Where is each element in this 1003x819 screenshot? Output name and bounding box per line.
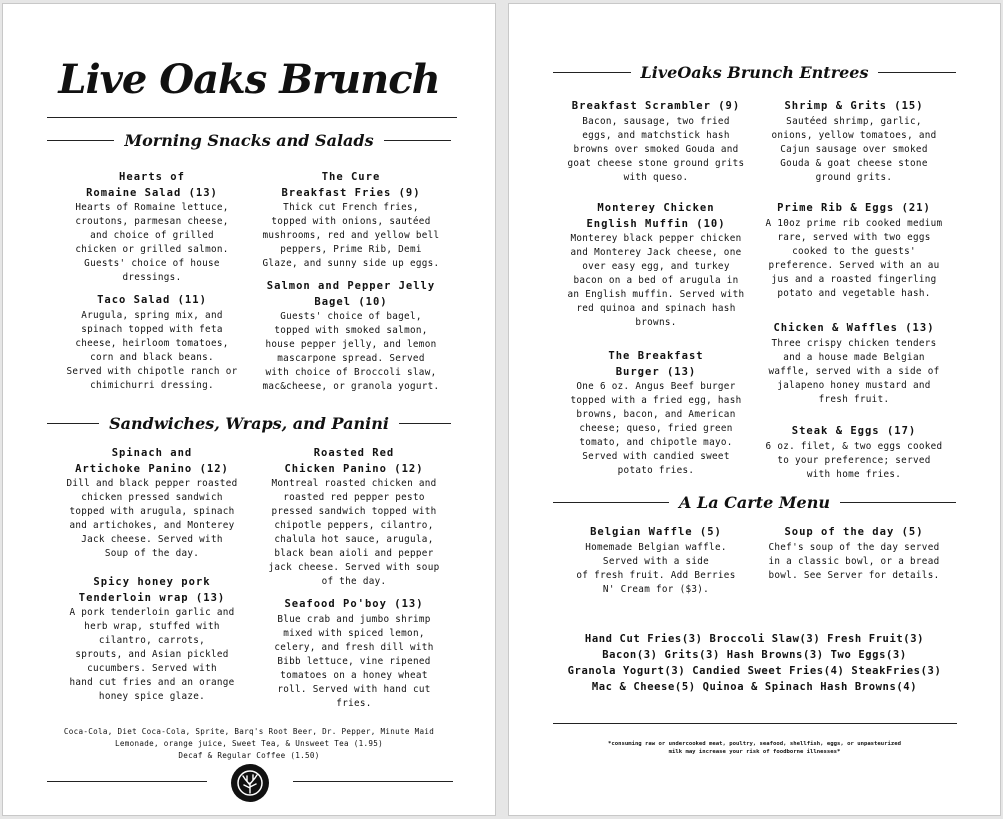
- item-name: Shrimp & Grits (15): [784, 100, 924, 112]
- footer-line-right: [293, 781, 453, 782]
- section-heading-snacks: [3, 128, 495, 152]
- item-description: Montreal roasted chicken and roasted red pepper pesto pressed sandwich topped with chipotle peppers, cilantro, chalula hot sauce, arugula, black bean aioli and pepper jack cheese. Served with soup of the day.: [268, 478, 440, 587]
- heading-line-left: [47, 140, 114, 141]
- menu-item-prime-rib: [761, 201, 947, 301]
- item-name: Breakfast Fries (9): [281, 186, 421, 199]
- item-name: English Muffin (10): [586, 217, 726, 230]
- menu-item-chicken-waffles: [761, 321, 947, 407]
- item-name: Chicken & Waffles (13): [773, 322, 935, 334]
- heading-line-right: [878, 72, 956, 73]
- menu-item-steak-eggs: [761, 424, 947, 482]
- item-description: Three crispy chicken tenders and a house made Belgian waffle, served with a side of jalapeno honey mustard and fresh fruit.: [768, 337, 940, 405]
- drinks-list: Coca-Cola, Diet Coca-Cola, Sprite, Barq's Root Beer, Dr. Pepper, Minute Maid Lemonade, orange juice, Sweet Tea, & Unsweet Tea (1.95) Decaf & Regular Coffee (1.50): [63, 727, 435, 760]
- health-disclaimer: *consuming raw or undercooked meat, poultry, seafood, shellfish, eggs, or unpasteurized milk may increase your risk of foodborne illnesses*: [608, 741, 901, 755]
- heading-line-left: [553, 502, 669, 503]
- item-name: Roasted Red: [313, 447, 395, 459]
- item-name: Tenderloin wrap (13): [78, 591, 226, 604]
- item-description: Sautéed shrimp, garlic, onions, yellow tomatoes, and Cajun sausage over smoked Gouda & goat cheese stone ground grits.: [771, 115, 937, 183]
- item-description: Arugula, spring mix, and spinach topped with feta cheese, heirloom tomatoes, corn and black beans. Served with chipotle ranch or chimichurri dressing.: [66, 309, 238, 391]
- menu-item-breakfast-scrambler: [563, 99, 749, 185]
- item-description: Monterey black pepper chicken and Monterey Jack cheese, one over easy egg, and turkey bacon on a bed of arugula in an English muffin. Served with red quinoa and spinach hash browns.: [567, 233, 745, 328]
- menu-item-the-cure: [258, 170, 444, 271]
- heading-line-right: [384, 140, 451, 141]
- menu-item-roasted-red-panino: [261, 446, 447, 589]
- item-name: The Cure: [321, 171, 381, 183]
- section-title: Morning Snacks and Salads: [124, 130, 374, 150]
- menu-item-soup-of-the-day: [761, 525, 947, 583]
- item-name: Artichoke Panino (12): [75, 462, 229, 475]
- menu-title: Live Oaks Brunch: [58, 56, 440, 103]
- menu-item-salmon-bagel: [258, 279, 444, 394]
- item-description: 6 oz. filet, & two eggs cooked to your preference; served with home fries.: [765, 440, 943, 480]
- item-name: Romaine Salad (13): [86, 186, 218, 199]
- item-name: Chicken Panino (12): [284, 462, 424, 475]
- section-title: A La Carte Menu: [679, 492, 830, 512]
- item-name: Bagel (10): [314, 295, 388, 308]
- item-name: Burger (13): [615, 365, 697, 378]
- item-description: Chef's soup of the day served in a classic bowl, or a bread bowl. See Server for details.: [768, 541, 940, 581]
- item-name: Monterey Chicken: [597, 202, 715, 214]
- item-name: Belgian Waffle (5): [590, 526, 722, 538]
- menu-item-hearts-of-romaine: [63, 170, 241, 285]
- item-description: Hearts of Romaine lettuce, croutons, parmesan cheese, and choice of grilled chicken or grilled salmon. Guests' choice of house dressings.: [75, 202, 229, 283]
- item-description: Bacon, sausage, two fried eggs, and matchstick hash browns over smoked Gouda and goat cheese stone ground grits with queso.: [567, 115, 745, 183]
- item-name: Salmon and Pepper Jelly: [266, 280, 436, 292]
- footer-line-left: [47, 781, 207, 782]
- menu-item-shrimp-grits: [761, 99, 947, 185]
- item-name: Prime Rib & Eggs (21): [777, 202, 931, 214]
- item-description: A 10oz prime rib cooked medium rare, served with two eggs cooked to the guests' preference. Served with an au jus and a roasted fingerling potato and vegetable hash.: [765, 217, 943, 299]
- tree-icon: [236, 769, 264, 797]
- section-title: LiveOaks Brunch Entrees: [640, 62, 869, 82]
- menu-item-breakfast-burger: [563, 349, 749, 478]
- sides-list: Hand Cut Fries(3) Broccoli Slaw(3) Fresh Fruit(3) Bacon(3) Grits(3) Hash Browns(3) Two Eggs(3) Granola Yogurt(3) Candied Sweet Fries(4) SteakFries(3) Mac & Cheese(5) Quinoa & Spinach Hash Browns(4): [567, 633, 942, 693]
- menu-item-seafood-poboy: [261, 597, 447, 711]
- item-description: Guests' choice of bagel, topped with smoked salmon, house pepper jelly, and lemon mascarpone spread. Served with choice of Broccoli slaw, mac&cheese, or granola yogurt.: [262, 311, 440, 392]
- item-description: Thick cut French fries, topped with onions, sautéed mushrooms, red and yellow bell peppers, Prime Rib, Demi Glaze, and sunny side up eggs.: [262, 202, 440, 269]
- section-heading-sandwiches: [3, 411, 495, 435]
- item-description: One 6 oz. Angus Beef burger topped with a fried egg, hash browns, bacon, and American cheese; queso, fried green tomato, and chipotle mayo. Served with candied sweet potato fries.: [570, 381, 742, 476]
- title-divider: [47, 117, 457, 118]
- item-name: Soup of the day (5): [784, 526, 924, 538]
- item-name: The Breakfast: [608, 350, 704, 362]
- heading-line-right: [399, 423, 451, 424]
- item-description: Dill and black pepper roasted chicken pressed sandwich topped with arugula, spinach and artichokes, and Monterey Jack cheese. Served with Soup of the day.: [66, 478, 238, 559]
- heading-line-right: [840, 502, 956, 503]
- item-description: A pork tenderloin garlic and herb wrap, stuffed with cilantro, carrots, sprouts, and Asian pickled cucumbers. Served with hand cut fries and an orange honey spice glaze.: [69, 607, 235, 702]
- heading-line-left: [47, 423, 99, 424]
- item-name: Steak & Eggs (17): [791, 425, 917, 437]
- menu-item-spinach-panino: [59, 446, 245, 561]
- item-description: Blue crab and jumbo shrimp mixed with spiced lemon, celery, and fresh dill with Bibb lettuce, vine ripened tomatoes on a honey wheat roll. Served with hand cut fries.: [274, 613, 434, 709]
- menu-page-left: [2, 3, 496, 816]
- item-name: Spicy honey pork: [93, 576, 211, 588]
- menu-item-belgian-waffle: [563, 525, 749, 597]
- item-name: Hearts of: [119, 171, 185, 183]
- menu-page-right: [508, 3, 1001, 816]
- menu-item-pork-wrap: [59, 575, 245, 704]
- footer-divider: [553, 723, 957, 724]
- section-heading-alacarte: [509, 490, 1000, 514]
- item-name: Taco Salad (11): [97, 294, 207, 306]
- menu-item-taco-salad: [63, 293, 241, 393]
- menu-item-monterey-chicken: [563, 201, 749, 330]
- item-name: Breakfast Scrambler (9): [571, 100, 741, 112]
- heading-line-left: [553, 72, 631, 73]
- section-title: Sandwiches, Wraps, and Panini: [109, 413, 389, 433]
- item-name: Seafood Po'boy (13): [284, 598, 424, 610]
- item-description: Homemade Belgian waffle. Served with a side of fresh fruit. Add Berries N' Cream for ($3).: [576, 541, 736, 595]
- item-name: Spinach and: [111, 447, 193, 459]
- section-heading-entrees: [509, 60, 1000, 84]
- tree-logo: [231, 764, 269, 802]
